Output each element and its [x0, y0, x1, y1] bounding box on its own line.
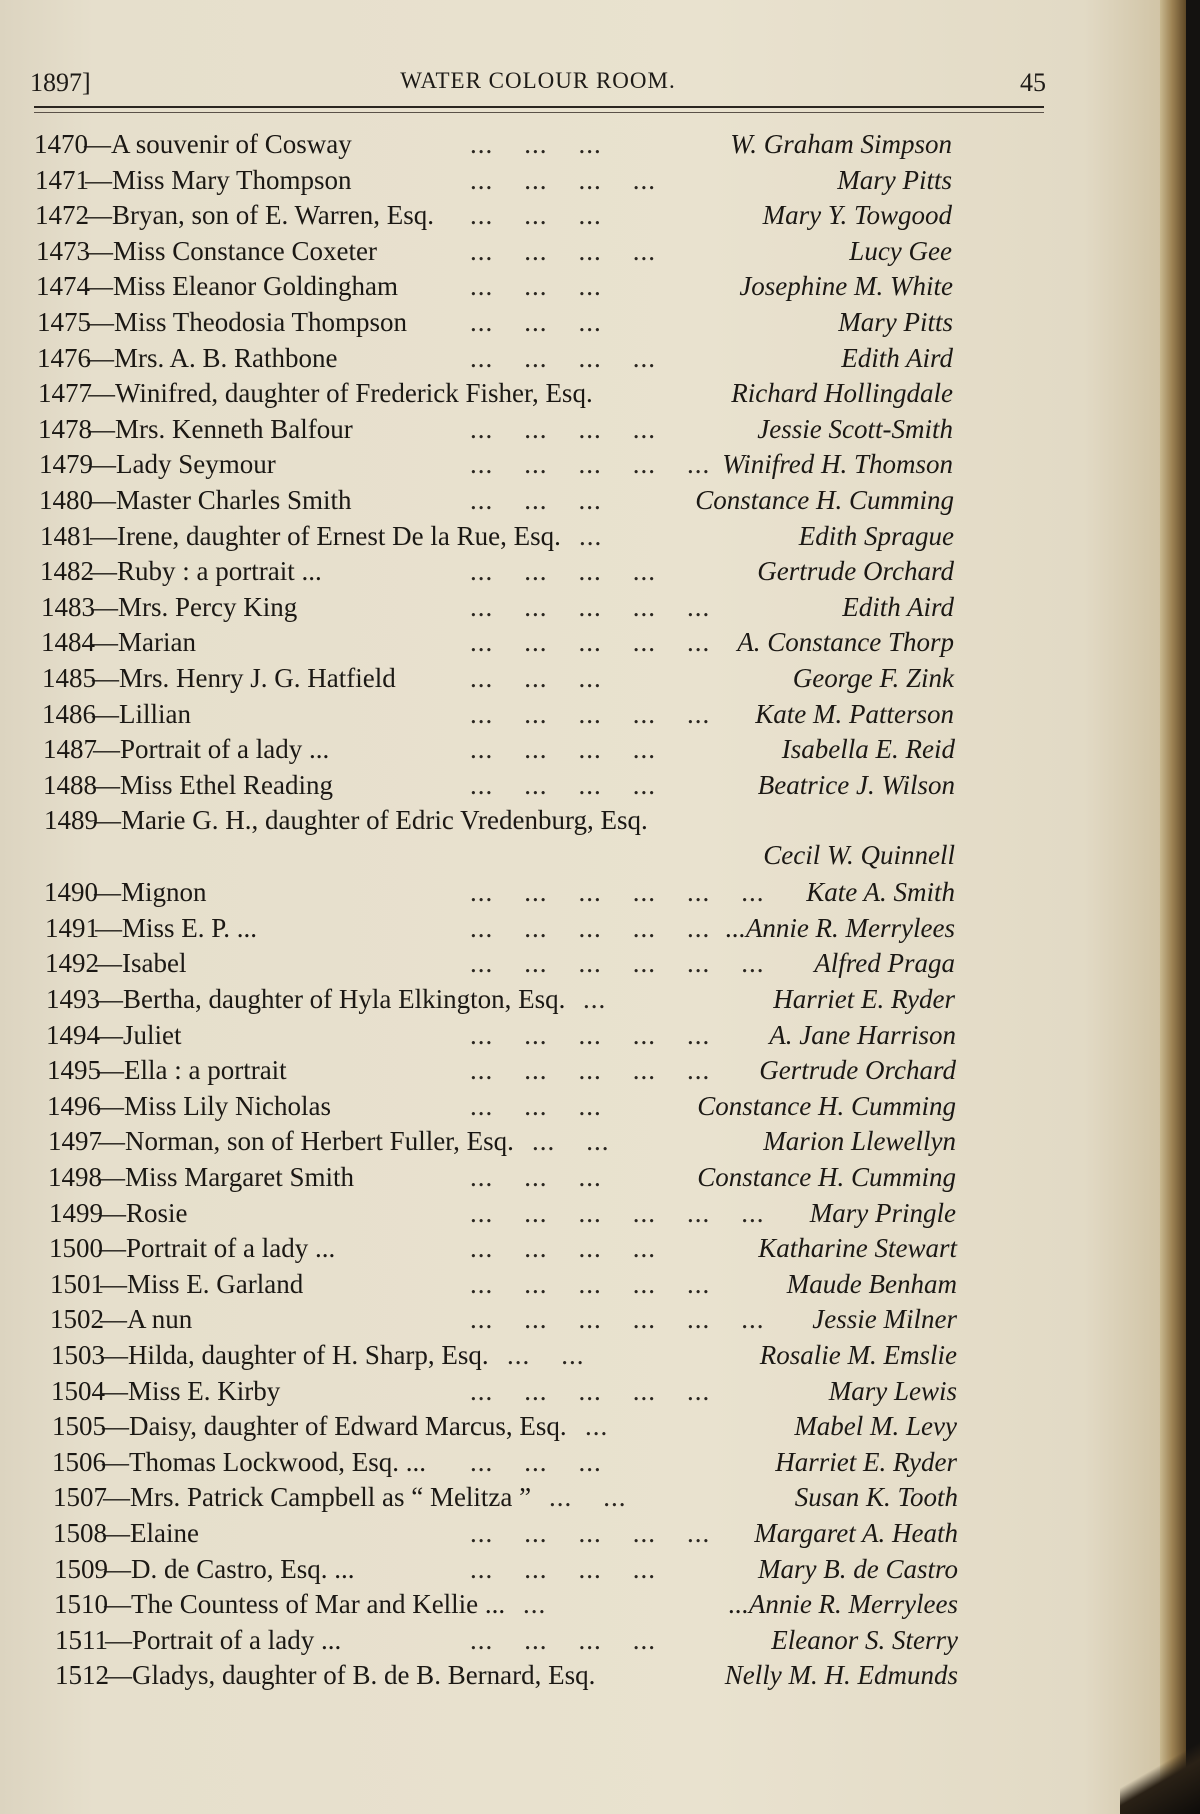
entry-number: 1504	[51, 1375, 105, 1406]
entry-artist: Mary B. de Castro	[758, 1553, 958, 1584]
entry-title: —Lillian	[92, 698, 191, 729]
entry-number: 1477	[38, 378, 92, 409]
leader-dots: ... ... ... ... ...	[470, 449, 711, 480]
entry-title: —Miss E. Garland	[100, 1268, 304, 1299]
entry-number: 1474	[36, 271, 90, 302]
entry-number: 1478	[38, 413, 92, 444]
entry-artist: A. Jane Harrison	[769, 1019, 956, 1050]
entry-artist: Marion Llewellyn	[763, 1126, 956, 1157]
catalogue-entry	[0, 625, 1100, 661]
entry-title: —Hilda, daughter of H. Sharp, Esq.	[101, 1340, 489, 1370]
entry-number: 1486	[42, 698, 96, 729]
catalogue-entry	[0, 982, 1100, 1018]
entry-artist: Rosalie M. Emslie	[759, 1340, 957, 1370]
header-title: WATER COLOUR ROOM.	[400, 68, 676, 93]
catalogue-entry	[0, 1160, 1100, 1196]
entry-artist: Harriet E. Ryder	[773, 984, 955, 1015]
leader-dots: ... ... ... ...	[470, 734, 656, 765]
leader-dots: ... ... ... ...	[470, 1233, 656, 1264]
entry-title: —Isabel	[95, 948, 187, 979]
leader-dots: ... ... ...	[470, 1090, 602, 1121]
leader-dots: ... ...	[532, 1126, 610, 1157]
entry-title: —Portrait of a lady ...	[99, 1233, 336, 1264]
entry-title: —Mrs. A. B. Rathbone	[87, 342, 338, 373]
entry-number: 1501	[50, 1268, 104, 1299]
entry-artist: Susan K. Tooth	[794, 1482, 958, 1513]
catalogue-entry	[0, 1623, 1100, 1659]
entry-artist: Maude Benham	[786, 1268, 957, 1299]
entry-number: 1484	[41, 627, 95, 658]
entry-number: 1505	[52, 1411, 106, 1442]
entry-title: —Miss Mary Thompson	[85, 164, 352, 195]
catalogue-entry	[0, 447, 1100, 483]
catalogue-entry	[0, 768, 1100, 804]
entry-artist: Alfred Praga	[814, 948, 955, 979]
entry-artist: Constance H. Cumming	[697, 1162, 956, 1193]
entry-title: —Lady Seymour	[89, 449, 276, 480]
entry-artist: Jessie Scott-Smith	[757, 413, 953, 444]
leader-dots: ... ... ... ...	[470, 556, 656, 587]
entry-title: —Daisy, daughter of Edward Marcus, Esq.	[102, 1411, 567, 1442]
entry-number: 1493	[46, 984, 100, 1015]
entry-title: —Portrait of a lady ...	[105, 1624, 342, 1655]
entry-artist: Eleanor S. Sterry	[771, 1624, 958, 1655]
header-year: 1897]	[30, 68, 91, 97]
leader-dots: ... ... ... ...	[470, 235, 656, 266]
entry-artist: Cecil W. Quinnell	[763, 840, 955, 871]
leader-dots: ... ... ... ... ...	[470, 1019, 711, 1050]
entry-title: —Miss Constance Coxeter	[86, 235, 377, 266]
entry-number: 1482	[40, 556, 94, 587]
header-rule	[34, 106, 1044, 108]
catalogue-entry	[0, 376, 1100, 412]
entry-artist: A. Constance Thorp	[737, 627, 954, 658]
catalogue-entry	[0, 554, 1100, 590]
entry-artist: Winifred H. Thomson	[722, 449, 953, 480]
entry-title: —Irene, daughter of Ernest De la Rue, Esq.	[90, 520, 561, 551]
leader-dots: ... ... ...	[470, 129, 602, 159]
entry-title: —Ella : a portrait	[97, 1055, 287, 1086]
entry-number: 1483	[41, 591, 95, 622]
entry-artist: Josephine M. White	[739, 271, 953, 302]
entry-artist: ...Annie R. Merrylees	[725, 912, 955, 943]
entry-artist: Mary Pitts	[837, 164, 952, 195]
catalogue-entry	[0, 1267, 1100, 1303]
entry-artist: Mary Pitts	[838, 306, 953, 337]
page-edge	[1160, 0, 1186, 1814]
catalogue-entry	[0, 1338, 1100, 1374]
entry-number: 1472	[35, 200, 89, 231]
entry-title: —Miss Ethel Reading	[93, 769, 333, 800]
entry-number: 1500	[49, 1233, 103, 1264]
entry-title: —Miss E. P. ...	[95, 912, 258, 943]
leader-dots: ... ... ...	[470, 306, 602, 337]
entry-title: —Mrs. Percy King	[91, 591, 298, 622]
entry-number: 1499	[49, 1197, 103, 1228]
leader-dots: ... ...	[507, 1340, 585, 1370]
leader-dots: ... ... ... ...	[470, 342, 656, 373]
leader-dots: ... ... ... ... ...	[470, 912, 711, 943]
catalogue-entry	[0, 1552, 1100, 1588]
leader-dots: ... ... ... ...	[470, 164, 656, 195]
entry-artist: Nelly M. H. Edmunds	[724, 1660, 958, 1691]
entry-artist: Constance H. Cumming	[697, 1090, 956, 1121]
leader-dots: ... ... ... ... ...	[470, 1517, 711, 1548]
entry-artist: Kate M. Patterson	[755, 698, 954, 729]
leader-dots: ... ... ... ... ...	[470, 1268, 711, 1299]
entry-title: —Ruby : a portrait ...	[90, 556, 322, 587]
leader-dots: ... ... ... ... ...	[470, 591, 711, 622]
entry-artist: Mary Lewis	[828, 1375, 957, 1406]
leader-dots: ... ... ...	[470, 200, 602, 231]
entry-number: 1510	[54, 1589, 108, 1620]
catalogue-entry	[0, 1480, 1100, 1516]
catalogue-entry	[0, 1124, 1100, 1160]
entry-title: —Bertha, daughter of Hyla Elkington, Esq.	[96, 984, 566, 1015]
leader-dots: ... ... ... ... ... ...	[470, 877, 765, 908]
entry-title: —Bryan, son of E. Warren, Esq.	[85, 200, 435, 231]
entry-number: 1496	[47, 1090, 101, 1121]
entry-artist: Constance H. Cumming	[695, 484, 954, 515]
entry-number: 1470	[34, 129, 88, 159]
leader-dots: ... ... ... ... ... ...	[470, 1304, 765, 1335]
catalogue-entry	[0, 1409, 1100, 1445]
leader-dots: ... ...	[549, 1482, 627, 1513]
catalogue-entry	[0, 269, 1100, 305]
catalogue-entry	[0, 1445, 1100, 1481]
entry-number: 1475	[37, 306, 91, 337]
leader-dots: ...	[585, 1411, 609, 1442]
catalogue-entry	[0, 590, 1100, 626]
entry-title: —Winifred, daughter of Frederick Fisher, Esq.	[88, 378, 593, 409]
catalogue-entry	[0, 875, 1100, 911]
entry-title: —Mignon	[94, 877, 207, 908]
entry-artist: Isabella E. Reid	[781, 734, 955, 765]
leader-dots: ...	[523, 1589, 547, 1620]
catalogue-entry	[0, 1374, 1100, 1410]
entry-title: —Marie G. H., daughter of Edric Vredenburg, Esq.	[94, 805, 648, 836]
catalogue-entry	[0, 127, 1100, 163]
entry-number: 1509	[54, 1553, 108, 1584]
entry-artist: Gertrude Orchard	[757, 556, 954, 587]
leader-dots: ... ... ... ...	[470, 413, 656, 444]
entry-artist: Beatrice J. Wilson	[757, 769, 955, 800]
entry-number: 1511	[55, 1624, 108, 1655]
catalogue-entry	[0, 1587, 1100, 1623]
leader-dots: ... ... ... ... ...	[470, 627, 711, 658]
entry-title: —Miss Eleanor Goldingham	[86, 271, 398, 302]
entry-artist: Margaret A. Heath	[754, 1517, 958, 1548]
entry-title: —Master Charles Smith	[89, 484, 352, 515]
catalogue-entry	[0, 412, 1100, 448]
catalogue-entry	[0, 483, 1100, 519]
entry-number: 1489	[44, 805, 98, 836]
entry-title: —Thomas Lockwood, Esq. ...	[102, 1446, 426, 1477]
entry-artist: Gertrude Orchard	[759, 1055, 956, 1086]
leader-dots: ... ... ... ...	[470, 769, 656, 800]
leader-dots: ... ... ... ... ...	[470, 1055, 711, 1086]
leader-dots: ... ... ...	[470, 484, 602, 515]
catalogue-entry	[0, 1053, 1100, 1089]
leader-dots: ... ... ... ... ...	[470, 1375, 711, 1406]
entry-title: —Mrs. Henry J. G. Hatfield	[92, 662, 396, 693]
entry-title: —Mrs. Kenneth Balfour	[88, 413, 353, 444]
entry-number: 1488	[43, 769, 97, 800]
entry-number: 1480	[39, 484, 93, 515]
entry-number: 1476	[37, 342, 91, 373]
entry-number: 1497	[48, 1126, 102, 1157]
entry-artist: Mabel M. Levy	[794, 1411, 957, 1442]
entry-artist: Richard Hollingdale	[731, 378, 953, 409]
entry-number: 1506	[52, 1446, 106, 1477]
page-corner-shadow	[1120, 1740, 1200, 1814]
entry-artist: Harriet E. Ryder	[775, 1446, 957, 1477]
leader-dots: ... ... ... ... ...	[470, 698, 711, 729]
entry-title: —Miss Theodosia Thompson	[87, 306, 408, 337]
entry-title: —Juliet	[96, 1019, 182, 1050]
page-number: 45	[1020, 68, 1046, 97]
entry-number: 1473	[36, 235, 90, 266]
entry-number: 1471	[35, 164, 89, 195]
entry-artist: Edith Sprague	[798, 520, 954, 551]
catalogue-entry	[0, 198, 1100, 234]
leader-dots: ... ... ...	[470, 271, 602, 302]
catalogue-entry	[0, 163, 1100, 199]
entry-artist: Katharine Stewart	[758, 1233, 957, 1264]
entry-title: —Norman, son of Herbert Fuller, Esq.	[98, 1126, 514, 1157]
entry-title: —Portrait of a lady ...	[93, 734, 330, 765]
entry-artist: ...Annie R. Merrylees	[728, 1589, 958, 1620]
catalogue-entry	[0, 661, 1100, 697]
catalogue-entry	[0, 1018, 1100, 1054]
entry-artist: Mary Y. Towgood	[762, 200, 952, 231]
catalogue-entry	[0, 1658, 1100, 1694]
entry-number: 1508	[53, 1517, 107, 1548]
entry-number: 1487	[43, 734, 97, 765]
catalogue-entry	[0, 803, 1100, 875]
entry-number: 1490	[44, 877, 98, 908]
catalogue-entry	[0, 1196, 1100, 1232]
catalogue-entry	[0, 1516, 1100, 1552]
leader-dots: ... ... ... ... ... ...	[470, 1197, 765, 1228]
catalogue-entry	[0, 1302, 1100, 1338]
entry-title: —Marian	[91, 627, 196, 658]
catalogue-list	[0, 127, 1100, 1694]
page-header	[30, 62, 1046, 102]
leader-dots: ... ... ... ... ... ...	[470, 948, 765, 979]
entry-title: —The Countess of Mar and Kellie ...	[104, 1589, 506, 1620]
entry-number: 1498	[48, 1162, 102, 1193]
entry-title: —Miss Lily Nicholas	[97, 1090, 331, 1121]
catalogue-entry	[0, 519, 1100, 555]
leader-dots: ... ... ... ...	[470, 1553, 656, 1584]
catalogue-entry	[0, 1231, 1100, 1267]
entry-title: —Gladys, daughter of B. de B. Bernard, Esq.	[105, 1660, 596, 1691]
entry-title: —Miss E. Kirby	[101, 1375, 281, 1406]
entry-artist: George F. Zink	[792, 662, 954, 693]
entry-artist: Mary Pringle	[809, 1197, 956, 1228]
catalogue-entry	[0, 946, 1100, 982]
leader-dots: ... ... ...	[470, 1446, 602, 1477]
entry-title: —Rosie	[99, 1197, 188, 1228]
entry-number: 1492	[45, 948, 99, 979]
entry-artist: Lucy Gee	[849, 235, 952, 266]
catalogue-entry	[0, 234, 1100, 270]
entry-number: 1485	[42, 662, 96, 693]
header-rule-thin	[34, 112, 1044, 113]
entry-number: 1502	[50, 1304, 104, 1335]
catalogue-entry	[0, 697, 1100, 733]
leader-dots: ... ... ...	[470, 1162, 602, 1193]
entry-title: —Mrs. Patrick Campbell as “ Melitza ”	[103, 1482, 532, 1513]
entry-number: 1512	[55, 1660, 109, 1691]
entry-artist: Kate A. Smith	[806, 877, 955, 908]
catalogue-entry	[0, 341, 1100, 377]
leader-dots: ...	[583, 984, 607, 1015]
entry-artist: Edith Aird	[842, 591, 954, 622]
entry-title: —A souvenir of Cosway	[84, 129, 352, 159]
entry-number: 1503	[51, 1340, 105, 1370]
catalogue-entry	[0, 732, 1100, 768]
entry-number: 1491	[45, 912, 99, 943]
entry-number: 1479	[39, 449, 93, 480]
entry-number: 1495	[47, 1055, 101, 1086]
entry-number: 1481	[40, 520, 94, 551]
leader-dots: ... ... ... ...	[470, 1624, 656, 1655]
entry-artist: Edith Aird	[841, 342, 953, 373]
entry-title: —A nun	[100, 1304, 193, 1335]
entry-title: —Elaine	[103, 1517, 199, 1548]
entry-artist: Jessie Milner	[812, 1304, 957, 1335]
catalogue-entry	[0, 911, 1100, 947]
catalogue-entry	[0, 305, 1100, 341]
entry-artist: W. Graham Simpson	[730, 129, 952, 159]
entry-number: 1494	[46, 1019, 100, 1050]
leader-dots: ... ... ...	[470, 662, 602, 693]
entry-title: —Miss Margaret Smith	[98, 1162, 354, 1193]
leader-dots: ...	[579, 520, 603, 551]
entry-title: —D. de Castro, Esq. ...	[104, 1553, 355, 1584]
catalogue-entry	[0, 1089, 1100, 1125]
entry-number: 1507	[53, 1482, 107, 1513]
